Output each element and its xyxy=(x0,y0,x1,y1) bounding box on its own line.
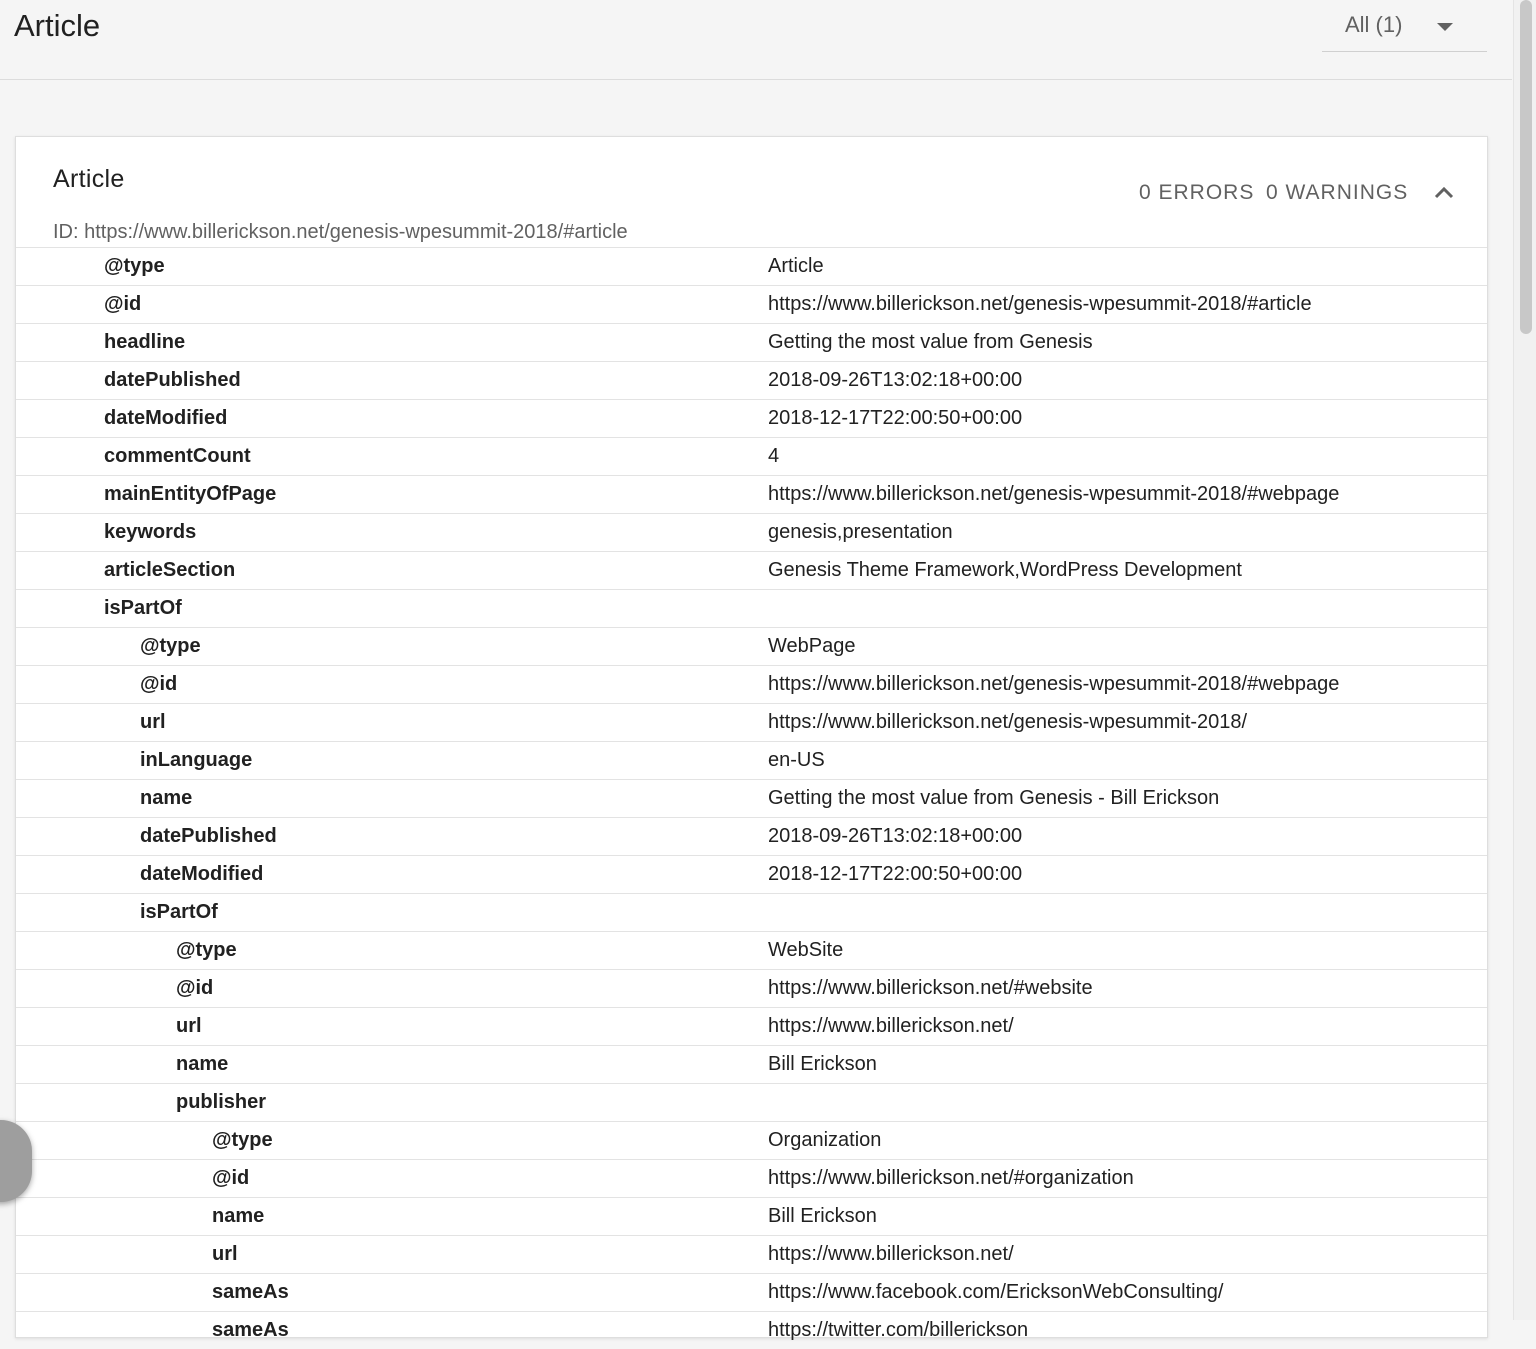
property-value: 2018-09-26T13:02:18+00:00 xyxy=(768,369,1023,391)
property-name: isPartOf xyxy=(104,597,182,619)
errors-count: 0 ERRORS xyxy=(1139,181,1255,204)
table-row xyxy=(16,1007,1487,1045)
chevron-down-icon xyxy=(1437,23,1453,31)
property-name: isPartOf xyxy=(140,901,218,923)
table-row xyxy=(16,627,1487,665)
table-row xyxy=(16,475,1487,513)
property-value: https://www.billerickson.net/ xyxy=(768,1015,1014,1037)
property-value: genesis,presentation xyxy=(768,521,953,543)
table-row xyxy=(16,285,1487,323)
table-row xyxy=(16,1197,1487,1235)
property-name: sameAs xyxy=(212,1319,289,1341)
property-value: https://www.billerickson.net/genesis-wpesummit-2018/#webpage xyxy=(768,673,1340,695)
property-name: dateModified xyxy=(140,863,264,885)
property-name: @id xyxy=(176,977,214,999)
property-value: Article xyxy=(768,255,824,277)
page-title: Article xyxy=(14,8,101,43)
property-name: commentCount xyxy=(104,445,251,467)
property-value: https://www.billerickson.net/genesis-wpesummit-2018/ xyxy=(768,711,1248,733)
property-value: https://www.billerickson.net/ xyxy=(768,1243,1014,1265)
property-name: @id xyxy=(104,293,142,315)
table-row xyxy=(16,1273,1487,1311)
card-title: Article xyxy=(53,165,125,193)
property-value: Getting the most value from Genesis - Bill Erickson xyxy=(768,787,1220,809)
property-value: 2018-12-17T22:00:50+00:00 xyxy=(768,863,1023,885)
property-name: sameAs xyxy=(212,1281,289,1303)
structured-data-card xyxy=(15,136,1488,1341)
property-value: 2018-12-17T22:00:50+00:00 xyxy=(768,407,1023,429)
property-name: name xyxy=(212,1205,265,1227)
chevron-up-icon xyxy=(1428,177,1460,209)
property-name: url xyxy=(176,1015,202,1037)
property-name: name xyxy=(140,787,193,809)
table-row xyxy=(16,1045,1487,1083)
property-value: https://www.facebook.com/EricksonWebConsulting/ xyxy=(768,1281,1224,1303)
warnings-count: 0 WARNINGS xyxy=(1266,181,1409,204)
table-row xyxy=(16,855,1487,893)
table-row xyxy=(16,323,1487,361)
property-name: url xyxy=(212,1243,238,1265)
filter-label: All (1) xyxy=(1345,12,1403,37)
property-name: keywords xyxy=(104,521,197,543)
property-value: https://www.billerickson.net/#organization xyxy=(768,1167,1134,1189)
property-value: Bill Erickson xyxy=(768,1053,877,1075)
property-name: inLanguage xyxy=(140,749,253,771)
property-value: Bill Erickson xyxy=(768,1205,877,1227)
item-id: ID: https://www.billerickson.net/genesis-wpesummit-2018/#article xyxy=(53,221,628,243)
property-value: WebPage xyxy=(768,635,856,657)
property-name: mainEntityOfPage xyxy=(104,483,277,505)
property-name: url xyxy=(140,711,166,733)
table-row xyxy=(16,931,1487,969)
property-value: Genesis Theme Framework,WordPress Development xyxy=(768,559,1242,581)
property-name: @id xyxy=(140,673,178,695)
collapse-button[interactable] xyxy=(1428,177,1460,209)
property-name: @type xyxy=(104,255,165,277)
table-row xyxy=(16,247,1487,285)
property-name: headline xyxy=(104,331,186,353)
scrollbar-thumb[interactable] xyxy=(1520,0,1532,334)
property-value: 4 xyxy=(768,445,780,467)
property-name: articleSection xyxy=(104,559,236,581)
table-row xyxy=(16,589,1487,627)
table-row xyxy=(16,399,1487,437)
table-row xyxy=(16,361,1487,399)
table-row xyxy=(16,817,1487,855)
property-value: 2018-09-26T13:02:18+00:00 xyxy=(768,825,1023,847)
property-value: https://www.billerickson.net/genesis-wpesummit-2018/#webpage xyxy=(768,483,1340,505)
property-value: en-US xyxy=(768,749,825,771)
property-name: dateModified xyxy=(104,407,228,429)
property-value: Getting the most value from Genesis xyxy=(768,331,1093,353)
property-name: @type xyxy=(212,1129,273,1151)
table-row xyxy=(16,1083,1487,1121)
property-name: @id xyxy=(212,1167,250,1189)
result-filter-dropdown[interactable] xyxy=(1322,0,1487,52)
property-name: publisher xyxy=(176,1091,267,1113)
app-header xyxy=(0,0,1512,80)
table-row xyxy=(16,969,1487,1007)
property-name: datePublished xyxy=(140,825,277,847)
property-name: name xyxy=(176,1053,229,1075)
table-row xyxy=(16,437,1487,475)
table-row xyxy=(16,741,1487,779)
property-name: datePublished xyxy=(104,369,241,391)
property-name: @type xyxy=(140,635,201,657)
table-row xyxy=(16,1121,1487,1159)
table-row xyxy=(16,893,1487,931)
property-table xyxy=(16,247,1487,1349)
table-row xyxy=(16,551,1487,589)
property-value: https://www.billerickson.net/genesis-wpesummit-2018/#article xyxy=(768,293,1312,315)
property-value: https://www.billerickson.net/#website xyxy=(768,977,1093,999)
table-row xyxy=(16,1159,1487,1197)
table-row xyxy=(16,779,1487,817)
property-value: WebSite xyxy=(768,939,844,961)
table-row xyxy=(16,513,1487,551)
table-row xyxy=(16,703,1487,741)
property-value: Organization xyxy=(768,1129,882,1151)
table-row xyxy=(16,665,1487,703)
table-row xyxy=(16,1235,1487,1273)
property-name: @type xyxy=(176,939,237,961)
property-value: https://twitter.com/billerickson xyxy=(768,1319,1029,1341)
table-row xyxy=(16,1311,1487,1349)
